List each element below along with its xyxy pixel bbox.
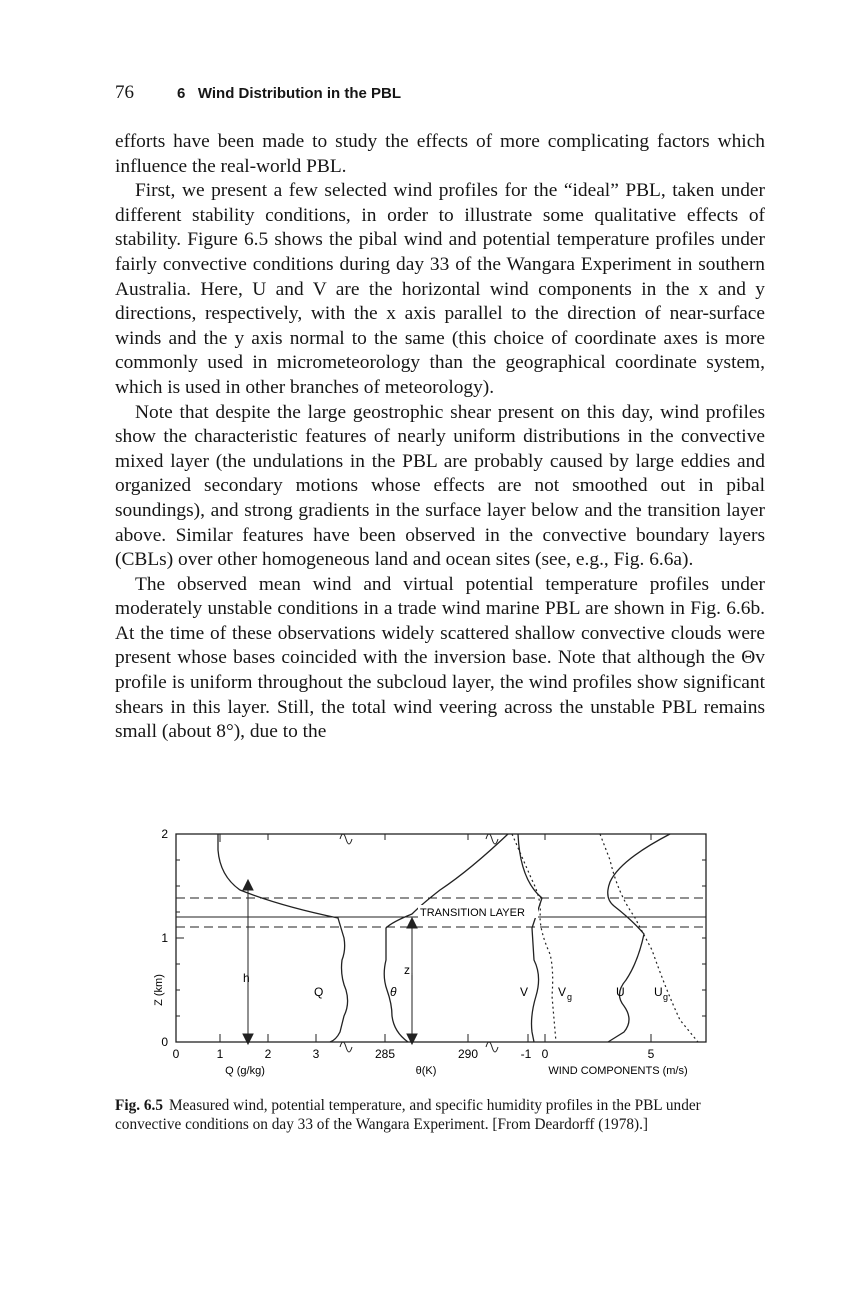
y-tick-label: 1 (161, 931, 168, 945)
y-tick-label: 2 (161, 827, 168, 841)
vg-subscript: g (567, 992, 573, 1002)
paragraph: efforts have been made to study the effects of more complicating factors which influence the real-world PBL. (115, 131, 765, 177)
ug-curve-label: U (654, 985, 663, 999)
x-tick-label: 290 (457, 1047, 479, 1061)
q-axis-label: Q (g/kg) (225, 1065, 265, 1077)
transition-layer-label: TRANSITION LAYER (420, 907, 525, 919)
theta-curve-label: θ (390, 985, 397, 999)
wind-axis-label: WIND COMPONENTS (m/s) (548, 1065, 688, 1077)
caption-label: Fig. 6.5 (115, 1097, 164, 1114)
u-curve-label: U (616, 985, 625, 999)
figure-caption (115, 1096, 763, 1134)
paragraph: The observed mean wind and virtual potential temperature profiles under moderately unstable conditions in a trade wind marine PBL are shown in Fig. 6.6b. At the time of these observations widely scattered shallow convective clouds were present whose bases coincided with the inversion base. Note that although the Θv profile is uniform throughout the subcloud layer, the wind profiles show significant shears in this layer. Still, the total wind veering across the unstable PBL remains small (about 8°), due to the (115, 573, 765, 743)
page-header (115, 82, 765, 108)
page-number: 76 (115, 82, 134, 103)
q-profile-curve (218, 834, 348, 1042)
ug-profile-curve (600, 834, 698, 1042)
x-tick-label: 5 (647, 1047, 655, 1061)
zi-subscript: i (411, 972, 413, 982)
body-text (115, 130, 765, 745)
x-tick-label: 0 (172, 1047, 180, 1061)
u-profile-curve (608, 834, 670, 1042)
vg-profile-curve (512, 834, 556, 1042)
h-arrow (243, 880, 253, 1044)
x-tick-label: 3 (312, 1047, 320, 1061)
profile-plot (140, 820, 740, 1090)
x-tick-label: 1 (216, 1047, 224, 1061)
running-head: 6 Wind Distribution in the PBL (177, 85, 402, 102)
paragraph: Note that despite the large geostrophic shear present on this day, wind profiles show the characteristic features of nearly uniform distributions in the convective mixed layer (the undulations in the PBL are probably caused by large eddies and organized secondary motions whose effects are not smoothed out in pibal soundings), and strong gradients in the surface layer below and the transition layer above. Similar features have been observed in the convective boundary layers (CBLs) over other homogeneous land and ocean sites (see, e.g., Fig. 6.6a). (115, 401, 765, 571)
ug-subscript: g (663, 992, 669, 1002)
caption-text: Measured wind, potential temperature, and specific humidity profiles in the PBL under convective conditions on day 33 of the Wangara Experiment. [From Deardorff (1978).] (115, 1097, 701, 1133)
x-ticks (220, 834, 651, 1042)
v-curve-label: V (520, 985, 529, 999)
axis-breaks (340, 834, 498, 1052)
x-tick-label: 2 (264, 1047, 272, 1061)
theta-axis-label: θ(K) (415, 1065, 437, 1077)
y-axis-label: Z (km) (153, 974, 165, 1006)
y-tick-label: 0 (161, 1035, 168, 1049)
x-tick-label: -1 (520, 1047, 532, 1061)
v-profile-curve (518, 834, 542, 1042)
theta-profile-curve (384, 834, 508, 1042)
h-label: h (243, 971, 250, 985)
q-curve-label: Q (314, 985, 324, 999)
x-tick-label: 285 (374, 1047, 396, 1061)
paragraph: First, we present a few selected wind profiles for the “ideal” PBL, taken under different stability conditions, in order to illustrate some qualitative effects of stability. Figure 6.5 shows the pibal wind and potential temperature profiles under fairly convective conditions during day 33 of the Wangara Experiment in southern Australia. Here, U and V are the horizontal wind components in the x and y directions, respectively, with the x axis parallel to the direction of near-surface winds and the y axis normal to the same (this choice of coordinate axes is more commonly used in micrometeorology than the geographical coordinate system, which is used in other branches of meteorology). (115, 180, 765, 398)
zi-label: z (404, 963, 410, 977)
x-tick-label: 0 (541, 1047, 549, 1061)
vg-curve-label: V (558, 985, 567, 999)
